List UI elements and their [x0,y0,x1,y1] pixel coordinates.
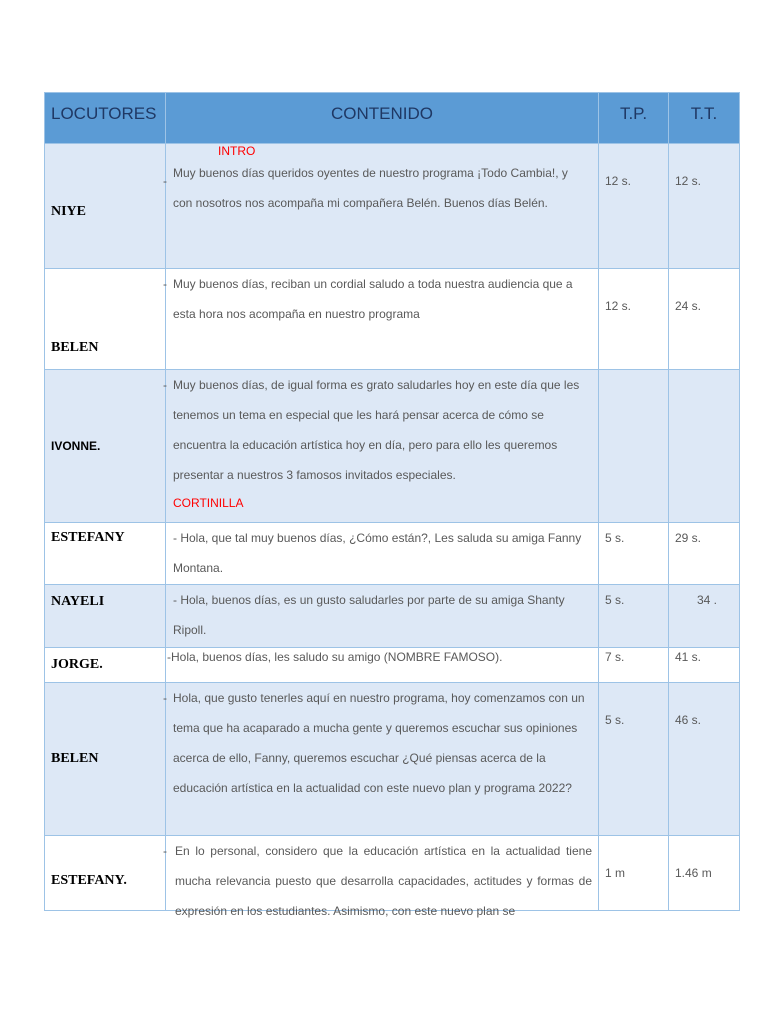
speaker-cell: ESTEFANY [45,523,166,585]
content-text: Muy buenos días, de igual forma es grato saludarles hoy en este día que les tenemos un tema en especial que les hará pensar acerca de cómo se encuentra la educación artística hoy en día, pero para ello les queremos presentar a nuestros 3 famosos invitados especiales. [173,378,580,482]
table-row [45,370,740,523]
tt-cell: 34 . [669,585,740,648]
header-locutores: LOCUTORES [45,93,166,144]
dash-marker: - [163,174,167,188]
tp-cell: 5 s. [599,683,669,836]
content-text: Hola, buenos días, les saludo su amigo (NOMBRE FAMOSO). [171,650,503,664]
speaker-cell: BELEN [45,269,166,370]
content-text: - Hola, que tal muy buenos días, ¿Cómo están?, Les saluda su amiga Fanny Montana. [173,531,582,575]
header-tp: T.P. [599,93,669,144]
tp-cell: 12 s. [599,144,669,269]
tt-cell: 29 s. [669,523,740,585]
header-tt: T.T. [669,93,740,144]
dash-marker: - [163,277,167,291]
content-text: - Hola, buenos días, es un gusto saludarles por parte de su amiga Shanty Ripoll. [173,593,565,637]
table-row [45,648,740,683]
content-cell [163,370,599,523]
tp-cell: 7 s. [599,648,669,683]
tp-cell [599,370,669,523]
content-cell [166,523,599,585]
table-row [45,585,740,648]
cue-intro: INTRO [218,144,256,158]
table-row [45,269,740,370]
tp-cell: 5 s. [599,585,669,648]
table-row [45,144,740,269]
content-cell [163,836,599,918]
tt-cell: 46 s. [669,683,740,836]
dash-marker: - [167,650,171,664]
cue-cortinilla: CORTINILLA [173,496,244,510]
table-row [45,523,740,585]
speaker-cell: ESTEFANY. [45,836,166,911]
content-text: Muy buenos días queridos oyentes de nuestro programa ¡Todo Cambia!, y con nosotros nos acompaña mi compañera Belén. Buenos días Belén. [173,166,568,210]
tp-cell: 12 s. [599,269,669,370]
content-text: Hola, que gusto tenerles aquí en nuestro programa, hoy comenzamos con un tema que ha acaparado a mucha gente y queremos escuchar sus opiniones acerca de ello, Fanny, queremos escuchar ¿Qué piensas acerca de la educación artística en la actualidad con este nuevo plan y programa 2022? [173,691,585,795]
content-cell [166,585,599,648]
content-cell [163,269,599,370]
table-row [45,836,740,911]
speaker-cell: BELEN [45,683,166,836]
tt-cell: 41 s. [669,648,740,683]
speaker-cell: JORGE. [45,648,166,683]
speaker-cell: NIYE [45,144,166,269]
dash-marker: - [163,844,167,858]
dash-marker: - [163,378,167,392]
content-text: Muy buenos días, reciban un cordial saludo a toda nuestra audiencia que a esta hora nos acompaña en nuestro programa [173,277,573,321]
script-document [44,92,739,918]
content-cell [163,683,599,836]
content-text: En lo personal, considero que la educación artística en la actualidad tiene mucha relevancia puesto que desarrolla capacidades, actitudes y formas de expresión en los estudiantes. Asimismo, con este nuevo plan se [175,844,592,918]
tp-cell: 1 m [599,836,669,911]
speaker-cell: IVONNE. [45,370,166,523]
radio-script-table [44,92,740,918]
tt-cell: 1.46 m [669,836,740,911]
tt-cell: 12 s. [669,144,740,269]
tt-cell: 24 s. [669,269,740,370]
content-cell [166,648,599,683]
tp-cell: 5 s. [599,523,669,585]
dash-marker: - [163,691,167,705]
tt-cell [669,370,740,523]
table-header-row [45,93,740,144]
table-row [45,683,740,836]
speaker-cell: NAYELI [45,585,166,648]
header-contenido: CONTENIDO [166,93,599,144]
content-cell [163,144,599,269]
